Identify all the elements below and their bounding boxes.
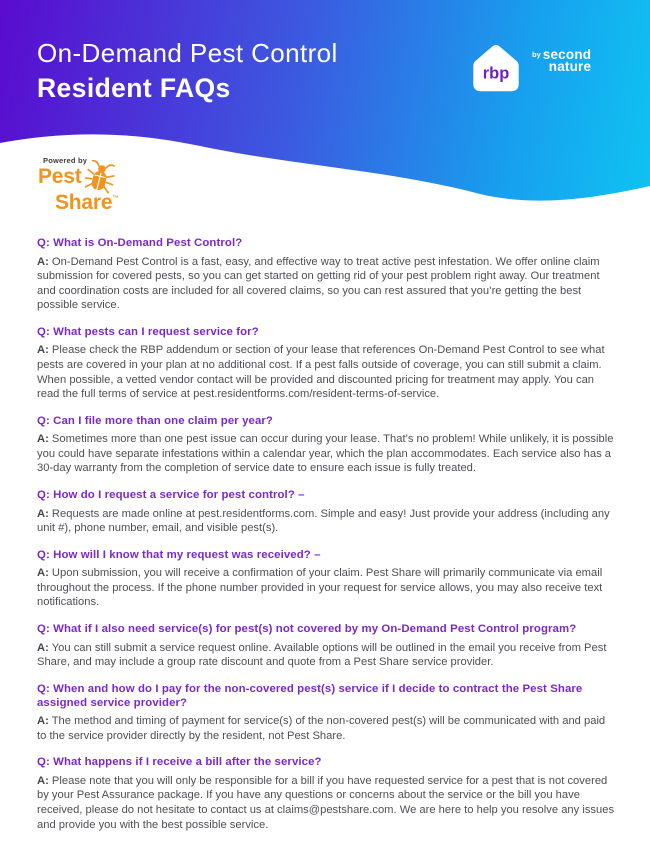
question-text: What is On-Demand Pest Control? [53,237,243,249]
share-row [55,193,119,213]
question-prefix: Q: [37,325,50,338]
faq-answer [37,507,617,536]
page-title: On-Demand Pest Control [37,38,338,68]
second-nature-wordmark [543,49,591,72]
answer-text: You can still submit a service request online. Available options will be outlined in the email you receive from Pest Share, and may include a group rate discount and quote from a Pest Share service provider. [37,641,607,669]
question-prefix: Q: [37,548,50,561]
faq-answer [37,255,617,313]
answer-text: Upon submission, you will receive a confirmation of your claim. Pest Share will primarily communicate via email throughout the process. If the phone number provided in your request for service allows, you may also receive text notifications. [37,567,603,609]
faq-question [37,622,617,636]
question-text: What if I also need service(s) for pest(s) not covered by my On-Demand Pest Control program? [53,623,577,635]
faq-item [37,755,617,832]
faq-item [37,548,617,610]
faq-answer [37,432,617,476]
question-text: How do I request a service for pest control? – [53,489,305,502]
answer-prefix: A: [37,774,49,787]
faq-item [37,622,617,670]
answer-text: Sometimes more than one pest issue can occur during your lease. That’s no problem! While unlikely, it is possible you could have separate infestations within a calendar year, which the plan accommodates. Each service also has a 30-day warranty from the completion of service date to ensure each issue is fully treated. [37,433,614,475]
rbp-logo-text: rbp [482,64,510,83]
share-word: Share [55,191,113,214]
bug-icon [85,160,115,194]
powered-by-label: Powered by [43,156,88,165]
question-prefix: Q: [37,414,50,427]
faq-question [37,488,617,502]
faq-answer [37,774,617,832]
faq-question [37,325,617,339]
second-word: second [542,47,592,62]
faq-item [37,236,617,313]
answer-text: The method and timing of payment for service(s) of the non-covered pest(s) will be communicated with and paid to the service provider directly by the resident, not Pest Share. [37,715,606,742]
question-text: When and how do I pay for the non-covered pest(s) service if I decide to contract the Pest Share assigned service provider? [37,682,583,709]
pest-word: Pest [38,165,82,188]
question-prefix: Q: [37,682,50,695]
faq-answer [37,641,617,670]
answer-text: Please check the RBP addendum or section of your lease that references On-Demand Pest Control to see what pests are covered in your plan at no additional cost. If a pest falls outside of coverage, you can still submit a claim. When possible, a vetted vendor contact will be provided and discounted pricing for treatment may apply. You can read the full terms of service at pest.residentforms.com/resident-terms-of-service. [37,344,605,401]
answer-prefix: A: [37,344,49,357]
header-titles [37,38,338,103]
question-text: Can I file more than one claim per year? [53,414,273,427]
faq-answer [37,566,617,610]
faq-question [37,755,617,769]
answer-prefix: A: [37,433,49,446]
answer-prefix: A: [37,255,49,268]
rbp-house-icon [467,40,525,98]
question-prefix: Q: [37,756,50,769]
faq-list [37,236,617,841]
answer-prefix: A: [37,567,49,580]
faq-item [37,414,617,476]
pest-share-logo [38,156,119,213]
question-text: What happens if I receive a bill after the service? [53,756,322,769]
question-text: How will I know that my request was received? – [53,548,321,561]
answer-text: Requests are made online at pest.residentforms.com. Simple and easy! Just provide your address (including any unit #), phone number, email, and visible pest(s). [37,507,610,535]
nature-word: nature [548,58,592,74]
pest-share-row [38,167,119,194]
faq-question [37,414,617,428]
faq-item [37,488,617,536]
answer-text: Please note that you will only be responsible for a bill if you have requested service for a pest that is not covered by your Pest Assurance package. If you have any questions or concerns about the service or the bill you have received, please do not hesitate to contact us at claims@pestshare.com. We are here to help you resolve any issues and provide you with the best possible service. [37,774,615,831]
second-nature-logo [532,40,591,72]
question-prefix: Q: [37,237,50,249]
by-label: by [532,50,541,59]
answer-prefix: A: [37,641,49,654]
faq-answer [37,343,617,401]
faq-item [37,682,617,744]
answer-prefix: A: [37,507,49,520]
question-prefix: Q: [37,489,50,502]
faq-answer [37,714,617,743]
faq-question [37,236,617,250]
answer-prefix: A: [37,715,49,728]
page-subtitle: Resident FAQs [37,73,231,103]
faq-item [37,325,617,402]
question-text: What pests can I request service for? [53,325,259,338]
trademark-symbol: ™ [112,195,119,202]
question-prefix: Q: [37,623,50,635]
faq-question [37,682,617,710]
faq-question [37,548,617,562]
answer-text: On-Demand Pest Control is a fast, easy, and effective way to treat active pest infestation. We offer online claim submission for covered pests, so you can get started on getting rid of your pest problem right away. Our treatment and coordination costs are included for all covered claims, so you can rest assured that you’re getting the best possible service. [37,255,600,312]
rbp-brand [467,40,591,98]
